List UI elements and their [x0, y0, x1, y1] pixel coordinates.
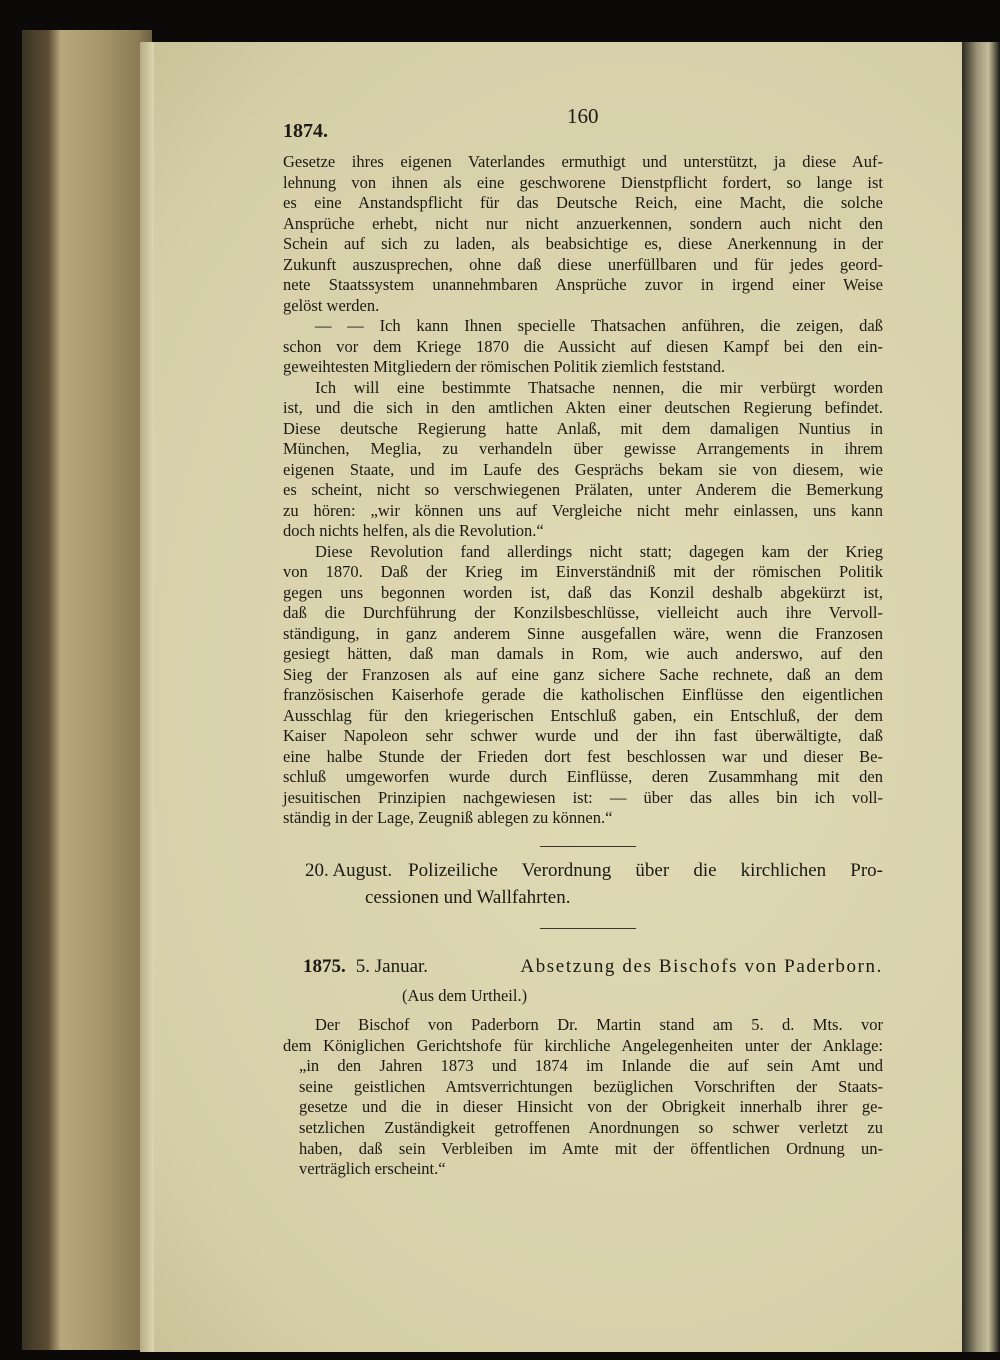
section-year: 1875.: [303, 956, 346, 977]
text-line: gegen uns begonnen worden ist, daß das Konzil deshalb abgekürzt ist,: [283, 582, 883, 602]
text-line: ständigung, in ganz anderem Sinne ausgefallen wäre, wenn die Franzosen: [283, 623, 883, 643]
text-line: Schein auf sich zu laden, als beabsichtige es, diese Anerkennung in der: [283, 234, 883, 253]
page-gutter: [140, 42, 154, 1352]
text-line: „in den Jahren 1873 und 1874 im Inlande die auf sein Amt und: [299, 1056, 883, 1076]
text-line: Gesetze ihres eigenen Vaterlandes ermuthigt und unterstützt, ja diese Auf-: [283, 152, 883, 171]
text-line: Ausschlag für den kriegerischen Entschluß gaben, ein Entschluß, der dem: [283, 705, 883, 725]
section-source: (Aus dem Urtheil.): [402, 986, 528, 1005]
text-line: seine geistlichen Amtsverrichtungen bezüglichen Vorschriften der Staats-: [299, 1076, 883, 1096]
section-date: 5. Januar.: [355, 956, 429, 977]
text-line: — — Ich kann Ihnen specielle Thatsachen anführen, die zeigen, daß: [315, 316, 883, 335]
page-number: 160: [567, 104, 599, 128]
text-line: Der Bischof von Paderborn Dr. Martin stand am 5. d. Mts. vor: [315, 1015, 883, 1034]
text-line: gesiegt hätten, daß man damals in Rom, wie auch anderswo, auf den: [283, 644, 883, 663]
section-title-line1: Polizeiliche Verordnung über die kirchlichen Pro-: [408, 860, 883, 881]
text-line: gelöst werden.: [283, 295, 380, 315]
text-line: es eine Anstandspflicht für das Deutsche Reich, eine Macht, die solche: [283, 193, 883, 212]
text-line: nete Staatssystem unannehmbaren Ansprüche zuvor in irgend einer Weise: [283, 275, 883, 294]
section-title-line2: cessionen und Wallfahrten.: [365, 887, 571, 908]
text-line: zu hören: „wir können uns auf Vergleiche nicht mehr einlassen, uns kann: [283, 500, 883, 520]
text-line: Ich will eine bestimmte Thatsache nennen, die mir verbürgt worden: [315, 377, 883, 397]
text-line: lehnung von ihnen als eine geschworene Dienstpflicht fordert, so lange ist: [283, 172, 883, 192]
text-line: ständig in der Lage, Zeugniß ablegen zu können.“: [283, 808, 613, 827]
text-line: setzlichen Zuständigkeit getroffenen Anordnungen so schwer verletzt zu: [299, 1118, 883, 1137]
section-heading-1875: [303, 956, 883, 978]
text-line: Ansprüche erhebt, nicht nur nicht anzuerkennen, sondern auch nicht den: [283, 213, 883, 233]
text-line: ist, und die sich in den amtlichen Akten einer deutschen Regierung befindet.: [283, 398, 883, 417]
text-line: Diese deutsche Regierung hatte Anlaß, mit dem damaligen Nuntius in: [283, 418, 883, 438]
text-line: eigenen Staate, und im Laufe des Gesprächs bekam sie von diesem, wie: [283, 459, 883, 479]
book-page-stack: [22, 30, 152, 1350]
text-line: München, Meglia, zu verhandeln über gewisse Arrangements in ihrem: [283, 439, 883, 458]
text-line: französischen Kaiserhofe gerade die katholischen Einflüsse den eigentlichen: [283, 685, 883, 704]
divider: [540, 846, 636, 847]
text-line: Diese Revolution fand allerdings nicht statt; dagegen kam der Krieg: [315, 541, 883, 561]
section-title: Absetzung des Bischofs von Paderborn.: [520, 956, 883, 977]
text-line: Zukunft auszusprechen, ohne daß diese unerfüllbaren und für jedes geord-: [283, 254, 883, 274]
text-line: geweihtesten Mitgliedern der römischen Politik ziemlich feststand.: [283, 357, 726, 376]
text-line: Kaiser Napoleon sehr schwer wurde und der ihn fast überwältigte, daß: [283, 726, 883, 745]
text-line: jesuitischen Prinzipien nachgewiesen ist: — über das alles bin ich voll-: [283, 787, 883, 807]
text-line: es scheint, nicht so verschwiegenen Prälaten, unter Anderem die Bemerkung: [283, 480, 883, 499]
section-heading-august: [305, 860, 883, 882]
text-line: schluß umgeworfen wurde durch Einflüsse, deren Zusammhang mit den: [283, 767, 883, 786]
text-line: verträglich erscheint.“: [299, 1159, 446, 1179]
text-line: von 1870. Daß der Krieg im Einverständniß mit der römischen Politik: [283, 562, 883, 581]
text-line: daß die Durchführung der Konzilsbeschlüsse, vielleicht auch ihre Vervoll-: [283, 603, 883, 622]
text-line: schon vor dem Kriege 1870 die Aussicht auf diesen Kampf bei den ein-: [283, 336, 883, 356]
running-year: 1874.: [283, 120, 328, 142]
text-line: haben, daß sein Verbleiben im Amte mit der öffentlichen Ordnung un-: [299, 1138, 883, 1158]
text-line: dem Königlichen Gerichtshofe für kirchliche Angelegenheiten unter der Anklage:: [283, 1035, 883, 1055]
text-line: doch nichts helfen, als die Revolution.“: [283, 521, 544, 540]
text-line: gesetze und die in dieser Hinsicht von der Obrigkeit innerhalb ihrer ge-: [299, 1097, 883, 1117]
text-line: Sieg der Franzosen als auf eine ganz sichere Sache rechnete, daß an dem: [283, 664, 883, 684]
next-page-edge: [962, 42, 1000, 1352]
section-date: 20. August.: [305, 860, 393, 881]
text-line: eine halbe Stunde der Frieden dort fest beschlossen war und dieser Be-: [283, 746, 883, 766]
divider: [540, 928, 636, 929]
